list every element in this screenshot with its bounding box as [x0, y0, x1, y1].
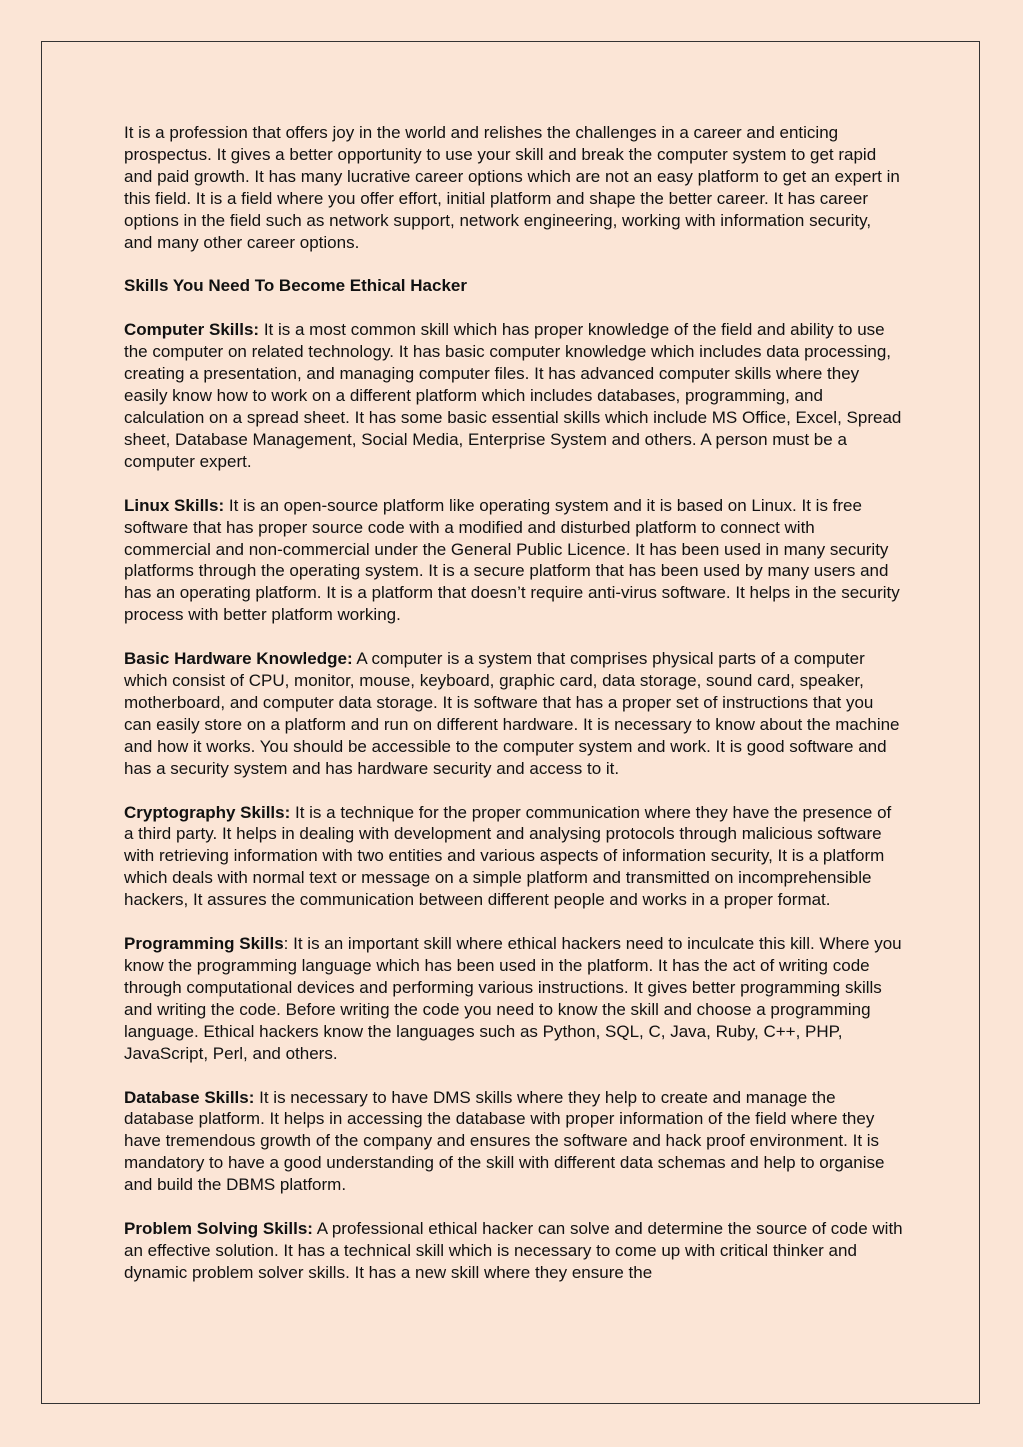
skill-text: It is necessary to have DMS skills where they help to create and manage the database platform. It helps in accessing the database with proper information of the field where they have tremendous growth of the company and ensures the software and hack proof environment. It is mandatory to have a good understanding of the skill with different data schemas and help to organise and build the DBMS platform.: [124, 1087, 885, 1195]
skill-paragraph-computer: [124, 319, 904, 472]
skill-text: It is an open-source platform like operating system and it is based on Linux. It is free software that has proper source code with a modified and disturbed platform to connect with commercial and non-commercial under the General Public Licence. It has been used in many security platforms through the operating system. It is a secure platform that has been used by many users and has an operating platform. It is a platform that doesn’t require anti-virus software. It helps in the security process with better platform working.: [124, 495, 900, 625]
skill-label: Database Skills:: [124, 1087, 255, 1107]
skill-label: Basic Hardware Knowledge:: [124, 649, 353, 669]
skill-label: Problem Solving Skills:: [124, 1219, 313, 1239]
skill-label: Linux Skills:: [124, 495, 225, 515]
skill-paragraph-problem-solving: [124, 1218, 904, 1284]
section-heading: Skills You Need To Become Ethical Hacker: [124, 276, 467, 296]
skill-text: A professional ethical hacker can solve and determine the source of code with an effective solution. It has a technical skill which is necessary to come up with critical thinker and dynamic problem solver skills. It has a new skill where they ensure the: [124, 1219, 903, 1282]
skill-paragraph-cryptography: [124, 802, 904, 912]
skill-paragraph-programming: [124, 933, 904, 1064]
skill-paragraph-hardware: [124, 648, 904, 779]
skill-text: It is a technique for the proper communication where they have the presence of a third party. It helps in dealing with development and analysing protocols through malicious software with retrieving information with two entities and various aspects of information security, It is a platform which deals with normal text or message on a simple platform and transmitted on incomprehensible hackers, It assures the communication between different people and works in a proper format.: [124, 802, 892, 910]
skill-text: : It is an important skill where ethical hackers need to inculcate this kill. Where you know the programming language which has been used in the platform. It has the act of writing code through computational devices and performing various instructions. It gives better programming skills and writing the code. Before writing the code you need to know the skill and choose a programming language. Ethical hackers know the languages such as Python, SQL, C, Java, Ruby, C++, PHP, JavaScript, Perl, and others.: [124, 934, 902, 1063]
skill-text: It is a most common skill which has proper knowledge of the field and ability to use the computer on related technology. It has basic computer knowledge which includes data processing, creating a presentation, and managing computer files. It has advanced computer skills where they easily know how to work on a different platform which includes databases, programming, and calculation on a spread sheet. It has some basic essential skills which include MS Office, Excel, Spread sheet, Database Management, Social Media, Enterprise System and others. A person must be a computer expert.: [124, 320, 902, 471]
skill-label: Cryptography Skills:: [124, 802, 291, 822]
skill-label: Programming Skills: [124, 934, 284, 954]
document-body: [124, 122, 904, 1306]
skill-text: A computer is a system that comprises physical parts of a computer which consist of CPU, monitor, mouse, keyboard, graphic card, data storage, sound card, speaker, motherboard, and computer data storage. It is software that has a proper set of instructions that you can easily store on a platform and run on different hardware. It is necessary to know about the machine and how it works. You should be accessible to the computer system and work. It is good software and has a security system and has hardware security and access to it.: [124, 649, 900, 778]
skill-paragraph-linux: [124, 495, 904, 626]
skill-paragraph-database: [124, 1087, 904, 1197]
skill-label: Computer Skills:: [124, 320, 260, 340]
intro-paragraph: It is a profession that offers joy in the world and relishes the challenges in a career and enticing prospectus. It gives a better opportunity to use your skill and break the computer system to get rapid and paid growth. It has many lucrative career options which are not an easy platform to get an expert in this field. It is a field where you offer effort, initial platform and shape the better career. It has career options in the field such as network support, network engineering, working with information security, and many other career options.: [124, 123, 900, 252]
